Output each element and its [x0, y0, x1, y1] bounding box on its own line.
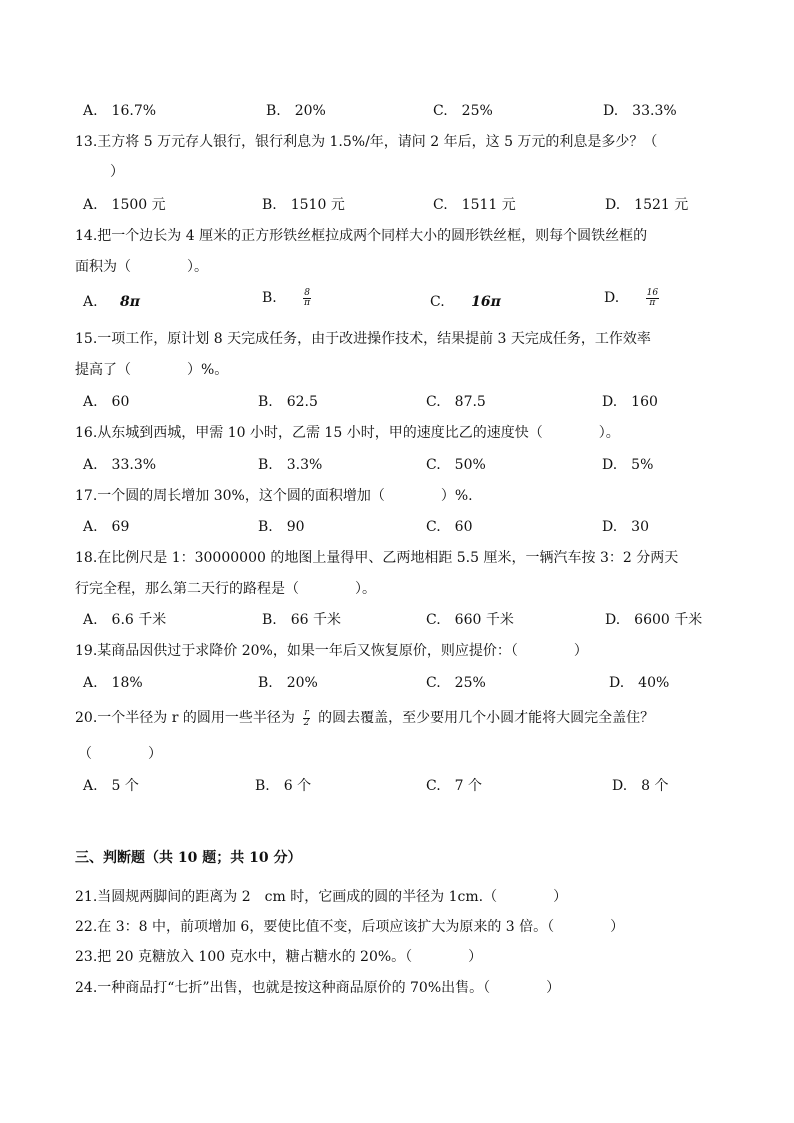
q14-option-b	[262, 288, 311, 308]
q17-question: 17.一个圆的周长增加 30%，这个圆的面积增加（ ）%.	[75, 488, 473, 504]
q20-fraction-denominator: 2	[303, 717, 310, 728]
q19-option-a: A. 18%	[83, 675, 143, 691]
q17-option-c: C. 60	[426, 519, 473, 535]
q19-option-c: C. 25%	[426, 675, 486, 691]
q23-statement: 23.把 20 克糖放入 100 克水中，糖占糖水的 20%。（ ）	[75, 949, 483, 965]
q13-question-cont: ）	[110, 164, 124, 180]
q15-question-cont: 提高了（ ）%。	[75, 362, 229, 378]
q18-question-cont: 行完全程，那么第二天行的路程是（ ）。	[75, 581, 376, 597]
q15-option-c: C. 87.5	[426, 394, 486, 410]
q20-fraction-numerator: r	[304, 707, 309, 718]
q20-option-c: C. 7 个	[426, 778, 483, 794]
q13-option-a: A. 1500 元	[83, 197, 166, 213]
q12-option-d: D. 33.3%	[603, 103, 677, 119]
q12-option-a: A. 16.7%	[83, 103, 157, 119]
q14-question-cont: 面积为（ ）。	[75, 259, 208, 275]
q14-option-d-denominator: π	[649, 297, 656, 308]
q13-option-b: B. 1510 元	[262, 197, 345, 213]
q16-option-b: B. 3.3%	[258, 457, 323, 473]
q17-option-d: D. 30	[602, 519, 649, 535]
q13-option-c: C. 1511 元	[433, 197, 516, 213]
q21-statement: 21.当圆规两脚间的距离为 2 cm 时，它画成的圆的半径为 1cm.（ ）	[75, 889, 568, 905]
q16-option-a: A. 33.3%	[83, 457, 157, 473]
q20-fraction	[303, 709, 309, 728]
q18-option-b: B. 66 千米	[262, 612, 342, 628]
q24-statement: 24.一种商品打“七折”出售，也就是按这种商品原价的 70%出售。（ ）	[75, 980, 561, 996]
q14-option-a	[83, 292, 140, 312]
q17-option-b: B. 90	[258, 519, 305, 535]
section-title-judgment: 三、判断题（共 10 题；共 10 分）	[75, 850, 302, 866]
q14-option-d-label: D.	[604, 290, 620, 306]
q19-option-d: D. 40%	[609, 675, 670, 691]
q20-question-part2: 的圆去覆盖，至少要用几个小圆才能将大圆完全盖住？	[318, 710, 655, 726]
q14-option-a-value: 8π	[120, 294, 141, 310]
q18-question: 18.在比例尺是 1：30000000 的地图上量得甲、乙两地相距 5.5 厘米，一辆汽车按 3：2 分两天	[75, 550, 679, 566]
q19-option-b: B. 20%	[258, 675, 318, 691]
q17-option-a: A. 69	[83, 519, 130, 535]
q18-option-c: C. 660 千米	[426, 612, 514, 628]
q15-question: 15.一项工作，原计划 8 天完成任务，由于改进操作技术，结果提前 3 天完成任务，工作效率	[75, 331, 651, 347]
q15-option-a: A. 60	[83, 394, 130, 410]
q14-option-d-numerator: 16	[646, 287, 659, 298]
q20-option-b: B. 6 个	[255, 778, 312, 794]
q14-option-c	[430, 292, 501, 312]
q20-option-a: A. 5 个	[83, 778, 139, 794]
q20-answer-blank: （ ）	[78, 746, 162, 762]
q14-option-b-label: B.	[262, 290, 277, 306]
q14-option-a-label: A.	[83, 294, 98, 310]
q16-question: 16.从东城到西城，甲需 10 小时，乙需 15 小时，甲的速度比乙的速度快（ ）。	[75, 425, 620, 441]
q13-question: 13.王方将 5 万元存人银行，银行利息为 1.5%/年，请问 2 年后，这 5 万元的利息是多少？（	[75, 134, 658, 150]
q15-option-d: D. 160	[602, 394, 658, 410]
q15-option-b: B. 62.5	[258, 394, 318, 410]
q13-option-d: D. 1521 元	[605, 197, 689, 213]
q14-question: 14.把一个边长为 4 厘米的正方形铁丝框拉成两个同样大小的圆形铁丝框，则每个圆铁丝框的	[75, 228, 648, 244]
q18-option-d: D. 6600 千米	[605, 612, 703, 628]
q16-option-c: C. 50%	[426, 457, 486, 473]
q22-statement: 22.在 3：8 中，前项增加 6，要使比值不变，后项应该扩大为原来的 3 倍。（ ）	[75, 919, 625, 935]
q14-option-d-fraction	[646, 289, 659, 308]
q14-option-b-numerator: 8	[304, 287, 310, 298]
q14-option-d	[604, 288, 659, 308]
q12-option-b: B. 20%	[266, 103, 326, 119]
q18-option-a: A. 6.6 千米	[83, 612, 167, 628]
q12-option-c: C. 25%	[433, 103, 493, 119]
q20-question	[75, 708, 654, 728]
q16-option-d: D. 5%	[602, 457, 654, 473]
q14-option-c-value: 16π	[471, 294, 501, 310]
q20-option-d: D. 8 个	[612, 778, 669, 794]
q20-question-part1: 20.一个半径为 r 的圆用一些半径为	[75, 710, 295, 726]
q14-option-b-denominator: π	[304, 297, 311, 308]
q19-question: 19.某商品因供过于求降价 20%，如果一年后又恢复原价，则应提价：（ ）	[75, 643, 588, 659]
q14-option-b-fraction	[303, 289, 311, 308]
q14-option-c-label: C.	[430, 294, 445, 310]
